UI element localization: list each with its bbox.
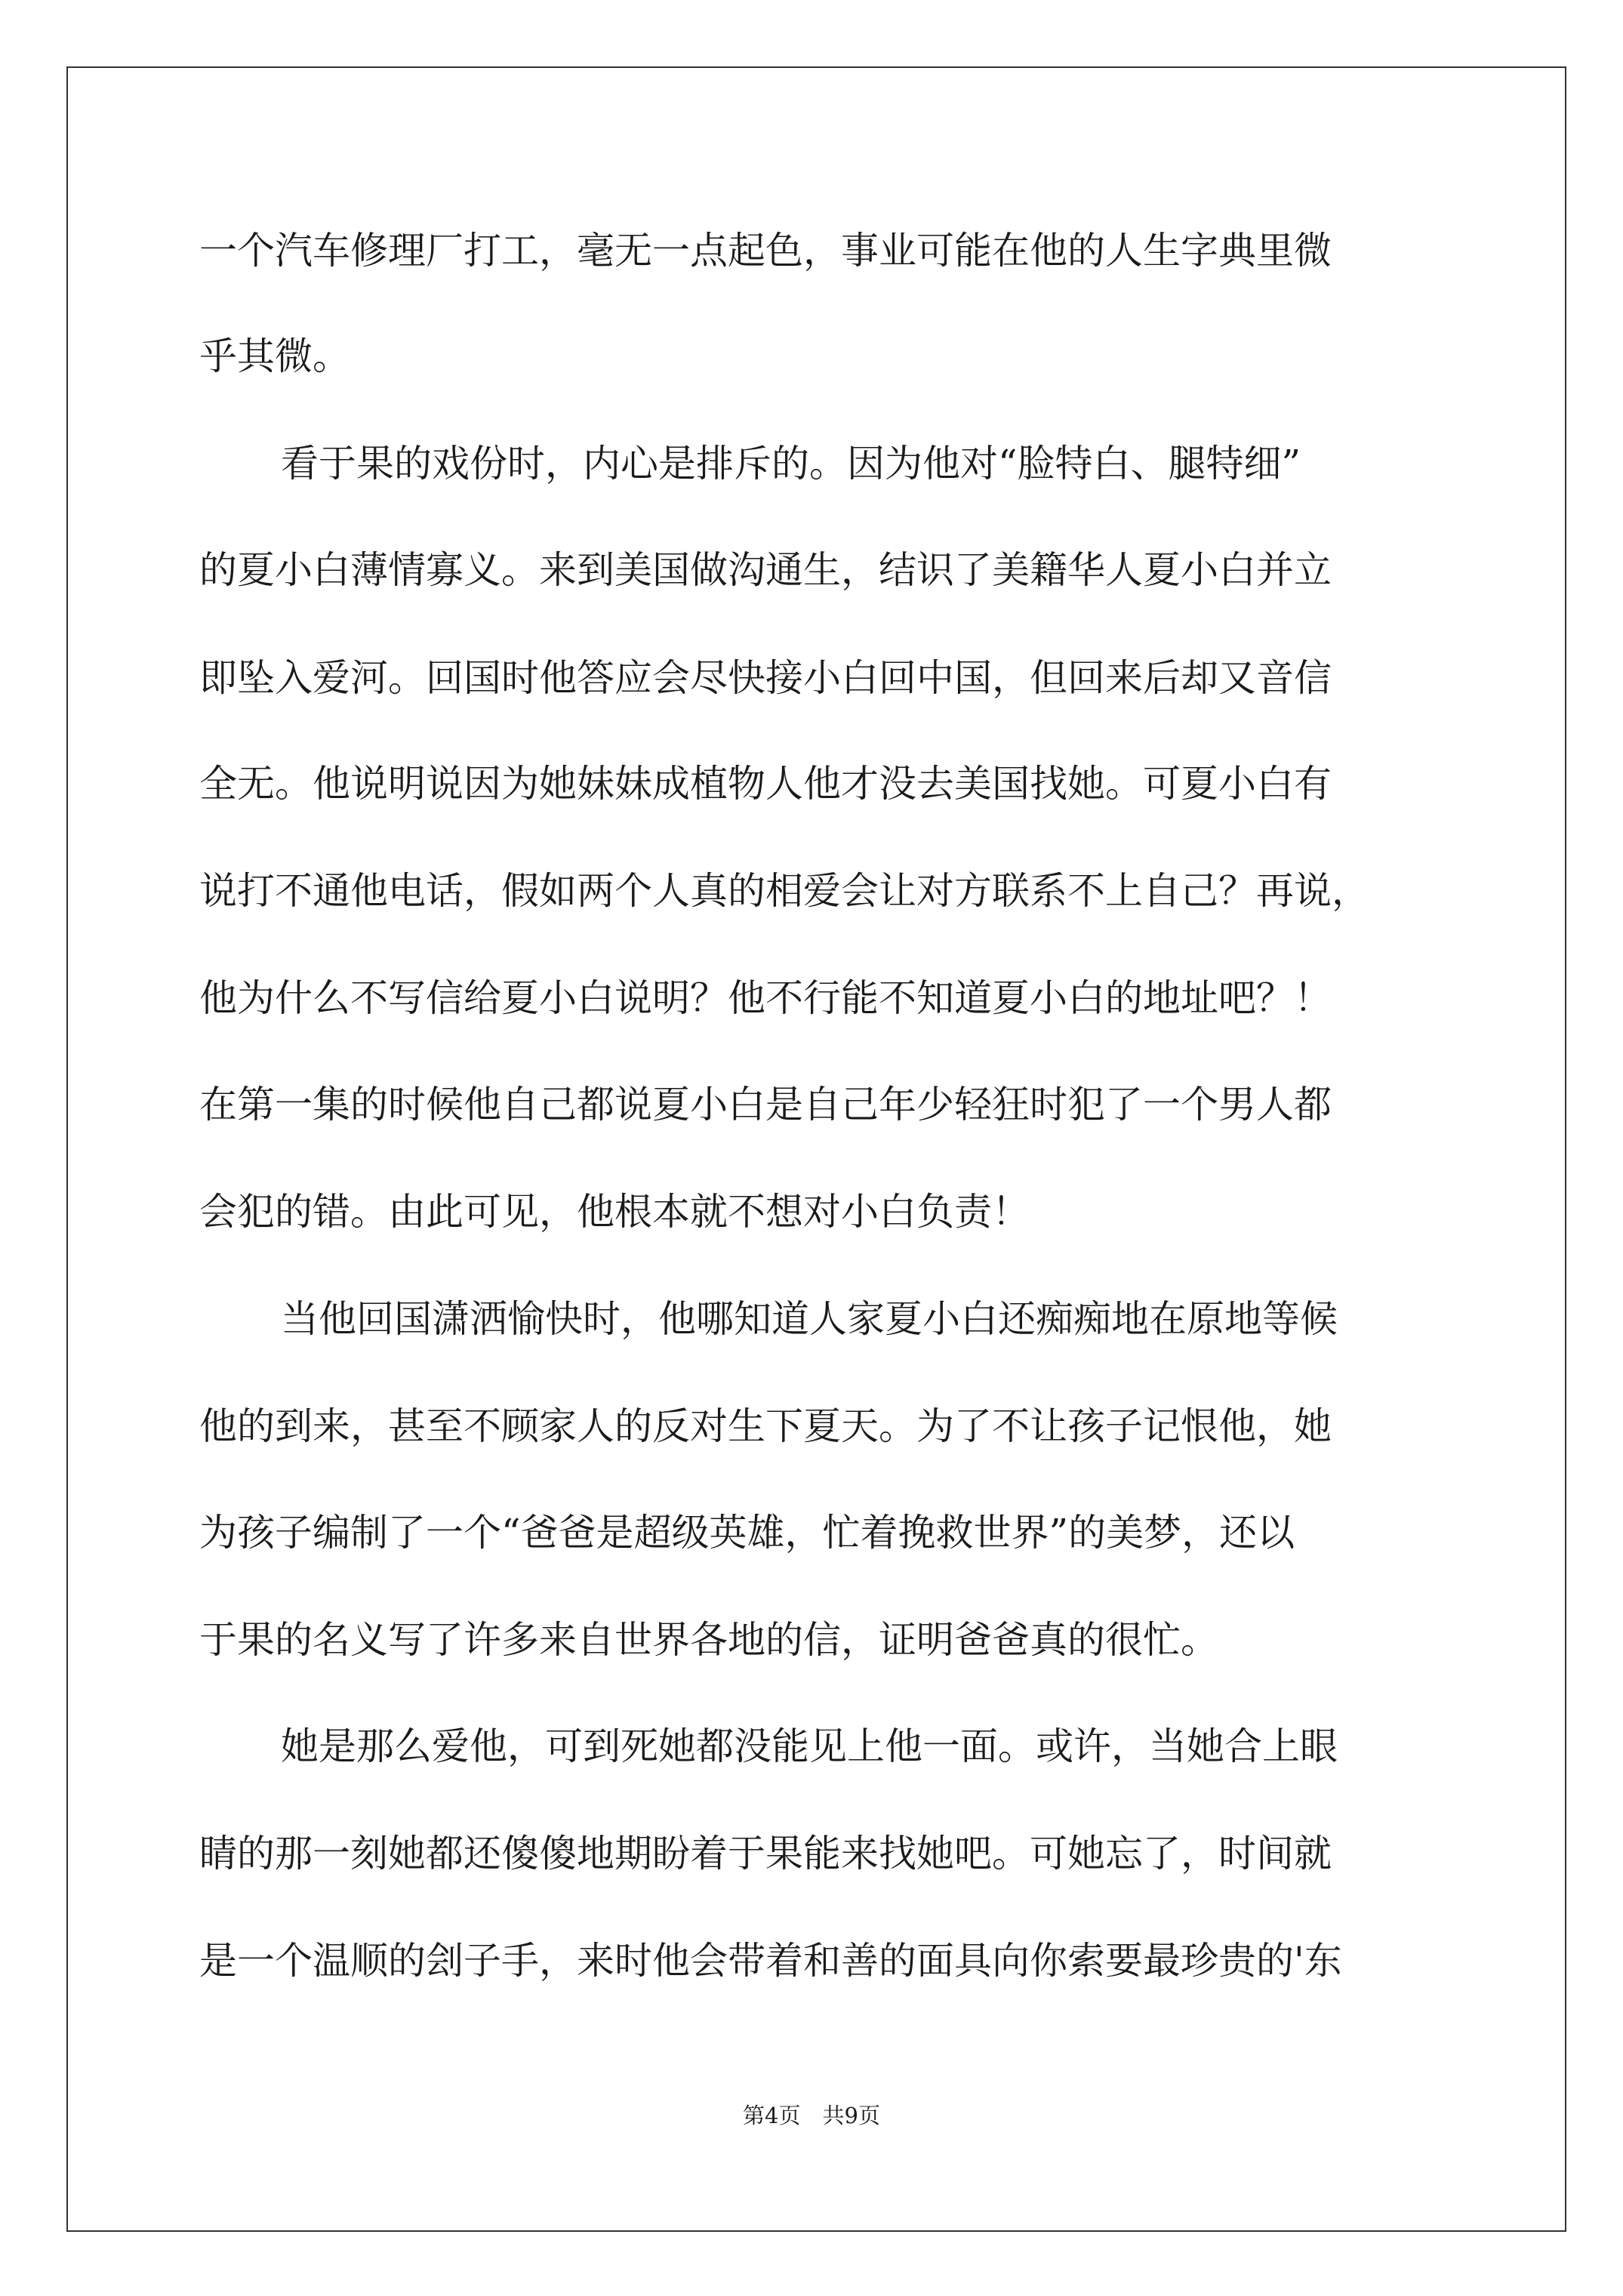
text-line: 看于果的戏份时，内心是排斥的。因为他对“脸特白、腿特细” [281,442,1301,485]
page-border [66,66,1566,2232]
text-line: 在第一集的时候他自己都说夏小白是自己年少轻狂时犯了一个男人都 [199,1083,1332,1126]
text-line: 的夏小白薄情寡义。来到美国做沟通生，结识了美籍华人夏小白并立 [199,548,1332,592]
text-line: 乎其微。 [199,334,350,378]
text-line: 于果的名义写了许多来自世界各地的信，证明爸爸真的很忙。 [199,1618,1218,1662]
text-line: 当他回国潇洒愉快时，他哪知道人家夏小白还痴痴地在原地等候 [281,1297,1338,1341]
text-line: 即坠入爱河。回国时他答应会尽快接小白回中国，但回来后却又音信 [199,656,1332,700]
text-line: 会犯的错。由此可见，他根本就不想对小白负责！ [199,1190,1030,1234]
text-line: 他为什么不写信给夏小白说明？他不行能不知道夏小白的地址吧？！ [199,976,1332,1020]
text-line: 一个汽车修理厂打工，毫无一点起色，事业可能在他的人生字典里微 [199,229,1332,273]
text-line: 他的到来，甚至不顾家人的反对生下夏天。为了不让孩子记恨他，她 [199,1404,1332,1448]
text-line: 睛的那一刻她都还傻傻地期盼着于果能来找她吧。可她忘了，时间就 [199,1832,1332,1875]
text-line: 为孩子编制了一个“爸爸是超级英雄，忙着挽救世界”的美梦，还以 [199,1511,1295,1555]
text-line: 她是那么爱他，可到死她都没能见上他一面。或许，当她合上眼 [281,1724,1338,1768]
text-line: 是一个温顺的刽子手，来时他会带着和善的面具向你索要最珍贵的'东 [199,1939,1342,1983]
text-line: 全无。他说明说因为她妹妹成植物人他才没去美国找她。可夏小白有 [199,762,1332,806]
text-line: 说打不通他电话，假如两个人真的相爱会让对方联系不上自己？再说， [199,869,1369,913]
page-number-footer: 第4页 共9页 [743,2103,880,2128]
